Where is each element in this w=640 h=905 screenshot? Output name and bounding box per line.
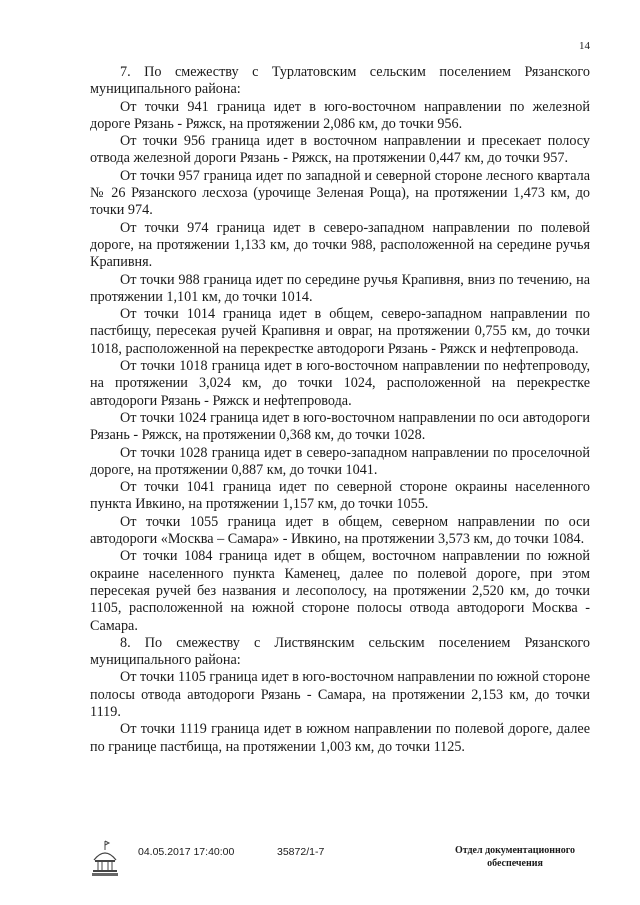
paragraph: От точки 974 граница идет в северо-западном направлении по полевой дороге, на протяжении 1,133 км, до точки 988, расположенной на середине ручья Крапивня. [90, 219, 590, 271]
footer-reg-number: 35872/1-7 [277, 846, 325, 858]
paragraph: От точки 1084 граница идет в общем, восточном направлении по южной окраине населенного пункта Каменец, далее по полевой дороге, при этом пересекая ручей без названия и лесополосу, на протяжении 2,520 км, до точки 1105, расположенной на южной стороне полосы отвода автодороги Москва - Самара. [90, 548, 590, 634]
paragraph: От точки 941 граница идет в юго-восточном направлении по железной дороге Рязань - Ряжск, на протяжении 2,086 км, до точки 956. [90, 98, 590, 132]
paragraph: От точки 1018 граница идет в юго-восточном направлении по нефтепроводу, на протяжении 3,024 км, до точки 1024, расположенной на перекрестке автодороги Рязань - Ряжск и нефтепровода. [90, 358, 590, 409]
paragraph: От точки 1119 граница идет в южном направлении по полевой дороге, далее по границе пастбища, на протяжении 1,003 км, до точки 1125. [90, 721, 590, 755]
document-body [90, 64, 590, 756]
document-footer [0, 838, 640, 898]
paragraph: 7. По смежеству с Турлатовским сельским поселением Рязанского муниципального района: [90, 64, 590, 98]
footer-department [440, 844, 590, 870]
page-number: 14 [579, 40, 590, 52]
paragraph: От точки 1041 граница идет по северной стороне окраины населенного пункта Ивкино, на протяжении 1,157 км, до точки 1055. [90, 479, 590, 513]
footer-datetime: 04.05.2017 17:40:00 [138, 846, 235, 858]
paragraph: От точки 1014 граница идет в общем, северо-западном направлении по пастбищу, пересекая ручей Крапивня и овраг, на протяжении 0,755 км, до точки 1018, расположенной на перекрестке автодороги Рязань - Ряжск и нефтепровода. [90, 306, 590, 357]
paragraph: От точки 1024 граница идет в юго-восточном направлении по оси автодороги Рязань - Ряжск, на протяжении 0,368 км, до точки 1028. [90, 409, 590, 444]
paragraph: От точки 1055 граница идет в общем, северном направлении по оси автодороги «Москва – Самара» - Ивкино, на протяжении 3,573 км, до точки 1084. [90, 513, 590, 548]
paragraph: От точки 1028 граница идет в северо-западном направлении по проселочной дороге, на протяжении 0,887 км, до точки 1041. [90, 444, 590, 478]
paragraph: От точки 988 граница идет по середине ручья Крапивня, вниз по течению, на протяжении 1,101 км, до точки 1014. [90, 271, 590, 305]
paragraph: От точки 1105 граница идет в юго-восточном направлении по южной стороне полосы отвода автодороги Рязань - Самара, на протяжении 2,153 км, до точки 1119. [90, 669, 590, 720]
footer-department-line2: обеспечения [487, 858, 543, 869]
paragraph: От точки 957 граница идет по западной и северной стороне лесного квартала № 26 Рязанского лесхоза (урочище Зеленая Роща), на протяжении 1,473 км, до точки 974. [90, 167, 590, 219]
paragraph: 8. По смежеству с Листвянским сельским поселением Рязанского муниципального района: [90, 634, 590, 669]
duma-emblem-icon [90, 838, 120, 878]
footer-department-line1: Отдел документационного [454, 845, 576, 856]
paragraph: От точки 956 граница идет в восточном направлении и пресекает полосу отвода железной дороги Рязань - Ряжск, на протяжении 0,447 км, до точки 957. [90, 133, 590, 167]
